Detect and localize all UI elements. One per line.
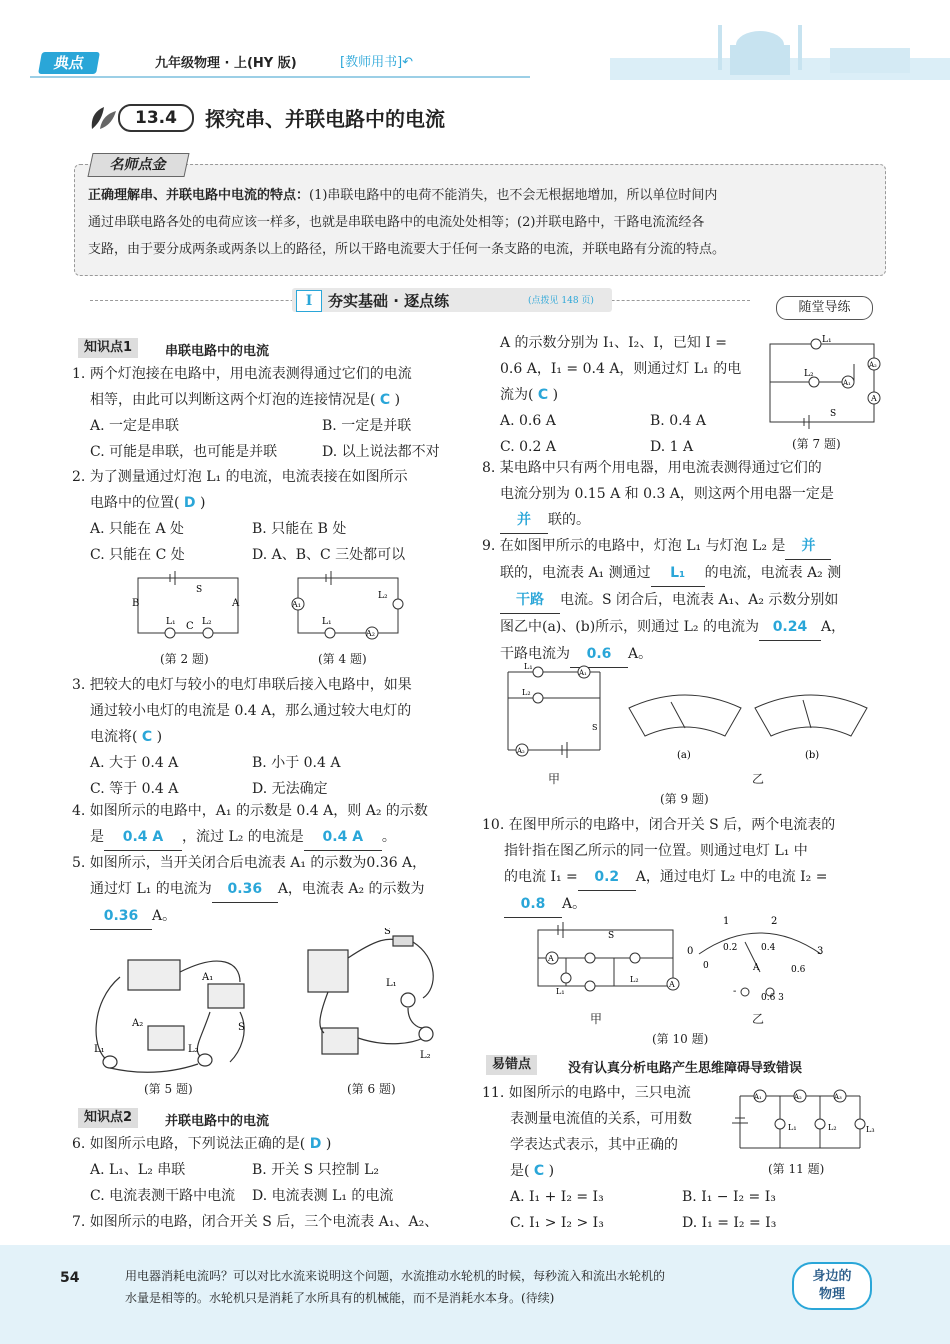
question-text: 联的。 <box>548 512 590 528</box>
caption-9: (第 9 题) <box>660 792 709 806</box>
svg-text:S: S <box>196 585 203 595</box>
answer-blank: 0.4 A <box>104 824 182 851</box>
svg-text:L₂: L₂ <box>522 688 531 697</box>
svg-text:L₁: L₁ <box>524 662 533 671</box>
knowledge-point-1-label: 知识点1 <box>78 338 138 358</box>
svg-text:A₁: A₁ <box>202 972 214 983</box>
svg-text:L₁: L₁ <box>556 987 565 996</box>
question-3 <box>72 672 472 802</box>
badge-line: 身边的 <box>812 1269 852 1284</box>
option-d: D. 电流表测 L₁ 的电流 <box>252 1188 394 1204</box>
option-a: A. 大于 0.4 A <box>90 755 179 771</box>
question-6 <box>72 1131 472 1235</box>
question-9 <box>482 533 882 668</box>
question-text: ) <box>325 1136 332 1152</box>
svg-text:0: 0 <box>687 946 694 957</box>
label-yi-10: 乙 <box>752 1012 765 1026</box>
answer: C <box>141 729 153 745</box>
svg-text:A₁: A₁ <box>754 1093 762 1101</box>
svg-text:S: S <box>384 928 391 937</box>
svg-text:L₁: L₁ <box>166 617 176 627</box>
edition-label: [教师用书]↶ <box>340 55 414 70</box>
option-b: B. I₁ − I₂ = I₃ <box>682 1189 776 1205</box>
footer-text <box>125 1265 780 1309</box>
page-number: 54 <box>60 1270 80 1286</box>
question-text: A， <box>820 619 846 635</box>
caption-5: (第 5 题) <box>144 1082 193 1096</box>
answer-blank: 并 <box>785 533 831 560</box>
svg-text:S: S <box>592 723 598 732</box>
question-text: 电流。S 闭合后，电流表 A₁、A₂ 示数分别如 <box>560 592 839 608</box>
badge-line: 物理 <box>818 1287 845 1302</box>
option-d: D. 1 A <box>650 439 694 455</box>
question-text: 9. 在如图甲所示的电路中，灯泡 L₁ 与灯泡 L₂ 是 <box>482 538 786 554</box>
question-text: 电流分别为 0.15 A 和 0.3 A，则这两个用电器一定是 <box>500 486 834 502</box>
svg-text:L₂: L₂ <box>378 591 388 601</box>
question-4 <box>72 798 472 851</box>
question-text: A，通过电灯 L₂ 中的电流 I₂ = <box>635 869 828 885</box>
caption-4: (第 4 题) <box>318 652 367 666</box>
circuit-figure-9-jia <box>500 662 610 762</box>
tip-line: 通过串联电路各处的电荷应该一样多，也就是串联电路中的电流处处相等；(2)并联电路中，干路电流流经各 <box>88 215 705 230</box>
question-text: 是( <box>510 1163 530 1179</box>
svg-text:A₃: A₃ <box>834 1093 842 1101</box>
svg-text:L₂: L₂ <box>420 1050 431 1061</box>
question-text: ) <box>200 495 206 511</box>
ammeter-dials-9 <box>625 688 875 768</box>
option-b: B. 小于 0.4 A <box>252 755 341 771</box>
svg-text:C: C <box>186 621 194 632</box>
option-b: B. 一定是并联 <box>322 418 412 434</box>
question-text: 流为( <box>500 387 534 403</box>
question-text: 指针指在图乙所示的同一位置。则通过电灯 L₁ 中 <box>504 843 808 859</box>
question-text: A。 <box>152 908 177 924</box>
option-d: D. 以上说法都不对 <box>322 444 440 460</box>
answer-blank: L₁ <box>651 560 705 587</box>
answer-blank: 0.36 <box>212 876 278 903</box>
svg-text:L₁: L₁ <box>386 978 397 989</box>
knowledge-point-2-label: 知识点2 <box>78 1108 138 1128</box>
answer-blank: 0.6 <box>570 641 628 668</box>
question-text: 相等，由此可以判断这两个灯泡的连接情况是( <box>90 392 376 408</box>
question-text: A 的示数分别为 I₁、I₂、I，已知 I = <box>500 335 727 351</box>
option-a: A. 一定是串联 <box>90 418 180 434</box>
mistake-title: 没有认真分析电路产生思维障碍导致错误 <box>568 1061 803 1076</box>
question-11 <box>482 1080 742 1184</box>
question-text: 通过灯 L₁ 的电流为 <box>90 881 212 897</box>
question-2 <box>72 464 472 568</box>
circuit-figure-5 <box>90 942 280 1077</box>
ammeter-dial-10 <box>685 912 835 1004</box>
question-text: A，电流表 A₂ 的示数为 <box>277 881 425 897</box>
caption-6: (第 6 题) <box>347 1082 396 1096</box>
svg-text:1: 1 <box>723 916 730 927</box>
banner-ref: (点拨见 148 页) <box>528 296 594 306</box>
svg-text:A₂: A₂ <box>869 361 877 369</box>
svg-text:A: A <box>669 980 675 989</box>
section-title: 探究串、并联电路中的电流 <box>205 107 445 131</box>
answer-blank: 0.8 <box>504 891 562 918</box>
question-7-start: 7. 如图所示的电路，闭合开关 S 后，三个电流表 A₁、A₂、 <box>72 1214 439 1230</box>
brand-logo: 典点 <box>38 52 100 74</box>
caption-10: (第 10 题) <box>652 1032 709 1046</box>
svg-text:A: A <box>753 963 760 973</box>
circuit-figure-10-jia <box>530 918 690 1000</box>
answer-blank: 0.2 <box>578 864 636 891</box>
footer-line: 水量是相等的。水轮机只是消耗了水所具有的机械能，而不是消耗水本身。(待续) <box>125 1291 555 1305</box>
svg-text:L₁: L₁ <box>94 1044 105 1055</box>
tip-line: 支路，由于要分成两条或两条以上的路径，所以干路电流要大于任何一条支路的电流，并联电路有分流的特点。 <box>88 242 726 257</box>
svg-text:A: A <box>871 394 877 403</box>
circuit-figure-4 <box>290 570 410 642</box>
option-c: C. 只能在 C 处 <box>90 547 185 563</box>
question-text: 2. 为了测量通过灯泡 L₁ 的电流，电流表接在如图所示 <box>72 469 408 485</box>
guide-badge: 随堂导练 <box>776 296 873 320</box>
svg-text:L₂: L₂ <box>188 1044 199 1055</box>
svg-text:L₁: L₁ <box>822 335 832 345</box>
answer-blank: 0.36 <box>90 903 152 930</box>
svg-text:A₁: A₁ <box>579 669 587 677</box>
question-7 <box>490 330 760 460</box>
svg-text:S: S <box>830 409 837 419</box>
circuit-figure-7 <box>764 334 884 434</box>
svg-text:0.6: 0.6 <box>791 965 806 975</box>
question-text: ) <box>156 729 163 745</box>
question-10 <box>482 812 882 918</box>
option-d: D. 无法确定 <box>252 781 328 797</box>
svg-text:A₁: A₁ <box>843 379 851 387</box>
question-1 <box>72 361 472 465</box>
option-a: A. I₁ + I₂ = I₃ <box>510 1189 604 1205</box>
leaf-icon <box>88 105 118 131</box>
circuit-figure-6 <box>298 928 458 1073</box>
svg-text:L₂: L₂ <box>630 975 639 984</box>
section-number: 13.4 <box>118 104 194 132</box>
option-c: C. 电流表测干路中电流 <box>90 1188 236 1204</box>
question-text: 8. 某电路中只有两个用电器，用电流表测得通过它们的 <box>482 460 822 476</box>
option-c: C. 等于 0.4 A <box>90 781 179 797</box>
question-5 <box>72 850 472 930</box>
question-8 <box>482 455 882 534</box>
caption-11: (第 11 题) <box>768 1162 825 1176</box>
svg-text:B: B <box>132 598 140 609</box>
question-text: 10. 在图甲所示的电路中，闭合开关 S 后，两个电流表的 <box>482 817 836 833</box>
question-text: A。 <box>562 896 587 912</box>
dial-a-label: (a) <box>677 750 691 761</box>
question-text: 学表达式表示，其中正确的 <box>510 1137 678 1153</box>
question-text: 6. 如图所示电路，下列说法正确的是( <box>72 1136 306 1152</box>
question-text: ) <box>552 387 559 403</box>
option-d: D. A、B、C 三处都可以 <box>252 547 406 563</box>
svg-text:L₂: L₂ <box>804 369 814 379</box>
banner-number: Ⅰ <box>296 290 322 312</box>
option-c: C. 可能是串联，也可能是并联 <box>90 444 278 460</box>
knowledge-point-2-title: 并联电路中的电流 <box>165 1114 270 1129</box>
tip-bold: 正确理解串、并联电路中电流的特点： <box>88 188 310 203</box>
question-text: 3. 把较大的电灯与较小的电灯串联后接入电路中，如果 <box>72 677 412 693</box>
svg-text:0: 0 <box>703 961 709 971</box>
svg-text:A₂: A₂ <box>517 747 525 755</box>
book-title: 九年级物理 · 上(HY 版) <box>155 56 297 71</box>
answer-blank: 并 <box>500 507 548 534</box>
svg-text:L₃: L₃ <box>866 1125 875 1134</box>
option-d: D. I₁ = I₂ = I₃ <box>682 1215 777 1231</box>
mistake-label: 易错点 <box>486 1055 537 1075</box>
caption-2: (第 2 题) <box>160 652 209 666</box>
svg-text:L₁: L₁ <box>322 617 332 627</box>
banner-title: 夯实基础 · 逐点练 <box>328 292 450 310</box>
answer: C <box>533 1163 545 1179</box>
svg-text:L₂: L₂ <box>828 1123 837 1132</box>
label-jia-9: 甲 <box>548 772 561 786</box>
question-text: 0.6 A，I₁ = 0.4 A，则通过灯 L₁ 的电 <box>500 361 742 377</box>
question-text: ) <box>394 392 401 408</box>
svg-text:A: A <box>548 954 554 963</box>
svg-text:0.2: 0.2 <box>723 943 738 953</box>
question-text: 11. 如图所示的电路中，三只电流 <box>482 1085 691 1101</box>
answer: C <box>379 392 391 408</box>
answer-blank: 0.24 <box>759 614 821 641</box>
question-text: 图乙中(a)、(b)所示，则通过 L₂ 的电流为 <box>500 619 759 635</box>
svg-text:A₁: A₁ <box>292 600 301 609</box>
dial-b-label: (b) <box>805 750 820 761</box>
option-a: A. 0.6 A <box>500 413 556 429</box>
svg-text:0.6 3: 0.6 3 <box>761 993 784 1003</box>
svg-text:S: S <box>608 931 615 941</box>
svg-text:L₁: L₁ <box>788 1123 797 1132</box>
svg-text:A₂: A₂ <box>132 1018 144 1029</box>
tip-line: (1)串联电路中的电荷不能消失，也不会无根据地增加，所以单位时间内 <box>309 188 718 203</box>
question-text: ，流过 L₂ 的电流是 <box>182 829 304 845</box>
circuit-figure-11 <box>732 1086 882 1158</box>
answer: C <box>537 387 549 403</box>
question-text: 电流将( <box>90 729 138 745</box>
footer-line: 用电器消耗电流吗？可以对比水流来说明这个问题，水流推动水轮机的时候，每秒流入和流出水轮机的 <box>125 1269 666 1283</box>
option-c: C. I₁ > I₂ > I₃ <box>510 1215 604 1231</box>
svg-text:A₂: A₂ <box>366 629 375 638</box>
page-header <box>0 0 950 80</box>
svg-text:0.4: 0.4 <box>761 943 776 953</box>
option-a: A. L₁、L₂ 串联 <box>90 1162 186 1178</box>
answer-blank: 0.4 A <box>304 824 382 851</box>
tip-text <box>88 182 873 263</box>
question-text: 1. 两个灯泡接在电路中，用电流表测得通过它们的电流 <box>72 366 412 382</box>
option-b: B. 0.4 A <box>650 413 707 429</box>
question-text: 联的，电流表 A₁ 测通过 <box>500 565 651 581</box>
question-text: 4. 如图所示的电路中，A₁ 的示数是 0.4 A，则 A₂ 的示数 <box>72 803 428 819</box>
option-b: B. 只能在 B 处 <box>252 521 347 537</box>
question-text: 的电流 I₁ = <box>504 869 578 885</box>
tip-label: 名师点金 <box>87 153 189 177</box>
svg-text:S: S <box>238 1022 245 1033</box>
question-text: 。 <box>381 829 396 845</box>
label-jia-10: 甲 <box>590 1012 603 1026</box>
question-text: 的电流，电流表 A₂ 测 <box>704 565 842 581</box>
question-text: 干路电流为 <box>500 646 570 662</box>
option-a: A. 只能在 A 处 <box>90 521 185 537</box>
caption-7: (第 7 题) <box>792 437 841 451</box>
svg-text:-: - <box>733 986 737 997</box>
option-c: C. 0.2 A <box>500 439 556 455</box>
question-text: A。 <box>628 646 653 662</box>
answer: D <box>309 1136 322 1152</box>
question-text: ) <box>548 1163 555 1179</box>
circuit-figure-2 <box>130 570 250 640</box>
option-b: B. 开关 S 只控制 L₂ <box>252 1162 380 1178</box>
question-text: 电路中的位置( <box>90 495 180 511</box>
footer-badge <box>792 1262 872 1310</box>
question-text: 是 <box>90 829 104 845</box>
skyline-illustration <box>600 20 950 80</box>
svg-text:2: 2 <box>771 916 778 927</box>
question-text: 通过较小电灯的电流是 0.4 A，那么通过较大电灯的 <box>90 703 412 719</box>
question-text: 表测量电流值的关系，可用数 <box>510 1111 692 1127</box>
svg-text:L₂: L₂ <box>202 617 212 627</box>
label-yi-9: 乙 <box>752 772 765 786</box>
knowledge-point-1-title: 串联电路中的电流 <box>165 344 270 359</box>
question-11-options <box>510 1184 880 1236</box>
svg-text:A₂: A₂ <box>794 1093 802 1101</box>
svg-text:A: A <box>232 598 240 609</box>
answer: D <box>183 495 196 511</box>
svg-text:3: 3 <box>817 946 824 957</box>
answer-blank: 干路 <box>500 587 560 614</box>
question-text: 5. 如图所示，当开关闭合后电流表 A₁ 的示数为0.36 A， <box>72 855 427 871</box>
